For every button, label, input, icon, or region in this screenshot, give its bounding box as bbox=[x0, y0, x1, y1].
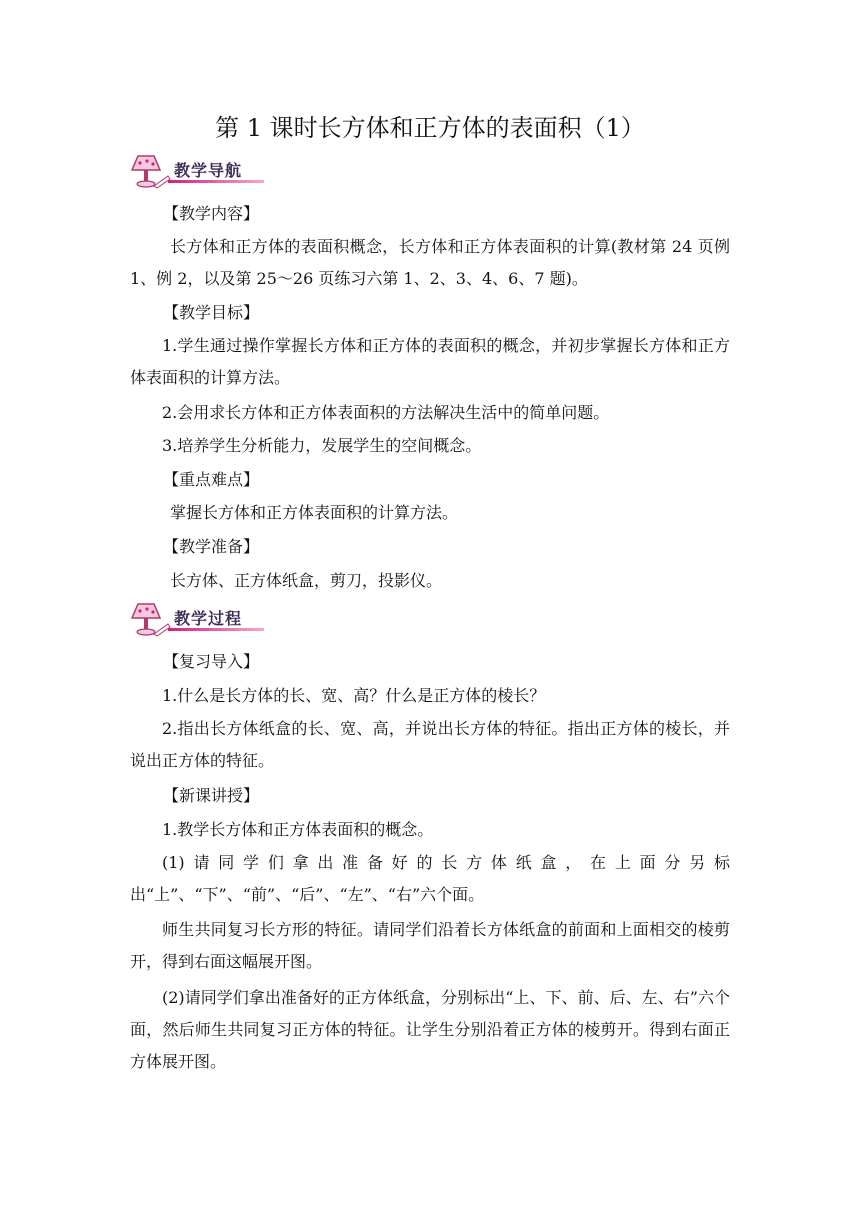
section-badge-label: 教学导航 bbox=[174, 161, 243, 180]
paragraph-new-1: 1.教学长方体和正方体表面积的概念。 bbox=[162, 820, 434, 839]
paragraph-new-3: 师生共同复习长方形的特征。请同学们沿着长方体纸盒的前面和上面相交的棱剪开，得到右面这幅展开图。 bbox=[130, 920, 730, 971]
heading-prep: 【教学准备】 bbox=[163, 537, 260, 556]
lamp-icon bbox=[128, 152, 172, 192]
paragraph-new-4: (2)请同学们拿出准备好的正方体纸盒，分别标出“上、下、前、后、左、右”六个面，然后师生共同复习正方体的特征。让学生分别沿着正方体的棱剪开。得到右面正方体展开图。 bbox=[130, 988, 730, 1071]
paragraph-key: 掌握长方体和正方体表面积的计算方法。 bbox=[170, 503, 459, 522]
section-badge-guide bbox=[128, 152, 268, 192]
paragraph-new-2: (1)请同学们拿出准备好的长方体纸盒，在上面分另标出“上”、“下”、“前”、“后”、“左”、“右”六个面。 bbox=[130, 853, 730, 904]
heading-key: 【重点难点】 bbox=[163, 470, 260, 489]
paragraph-goal-3: 3.培养学生分析能力，发展学生的空间概念。 bbox=[162, 436, 482, 455]
paragraph-prep: 长方体、正方体纸盒，剪刀，投影仪。 bbox=[170, 571, 443, 590]
section-badge-process bbox=[128, 600, 268, 640]
heading-content: 【教学内容】 bbox=[163, 204, 260, 223]
paragraph-review-2: 2.指出长方体纸盒的长、宽、高，并说出长方体的特征。指出正方体的棱长，并说出正方体的特征。 bbox=[130, 719, 730, 770]
paragraph-goal-2: 2.会用求长方体和正方体表面积的方法解决生活中的简单问题。 bbox=[162, 403, 610, 422]
lamp-icon bbox=[128, 600, 172, 640]
page-title: 第 1 课时长方体和正方体的表面积（1） bbox=[215, 114, 645, 142]
badge-underline bbox=[168, 180, 264, 183]
paragraph-review-1: 1.什么是长方体的长、宽、高？什么是正方体的棱长？ bbox=[162, 686, 546, 705]
heading-goals: 【教学目标】 bbox=[163, 303, 260, 322]
paragraph-goal-1: 1.学生通过操作掌握长方体和正方体的表面积的概念，并初步掌握长方体和正方体表面积的计算方法。 bbox=[130, 336, 730, 387]
heading-new: 【新课讲授】 bbox=[163, 786, 260, 805]
badge-underline bbox=[168, 628, 264, 631]
section-badge-label: 教学过程 bbox=[174, 609, 243, 628]
heading-review: 【复习导入】 bbox=[163, 652, 260, 671]
paragraph-content: 长方体和正方体的表面积概念，长方体和正方体表面积的计算(教材第 24 页例 1、例 2，以及第 25～26 页练习六第 1、2、3、4、6、7 题)。 bbox=[130, 237, 730, 288]
